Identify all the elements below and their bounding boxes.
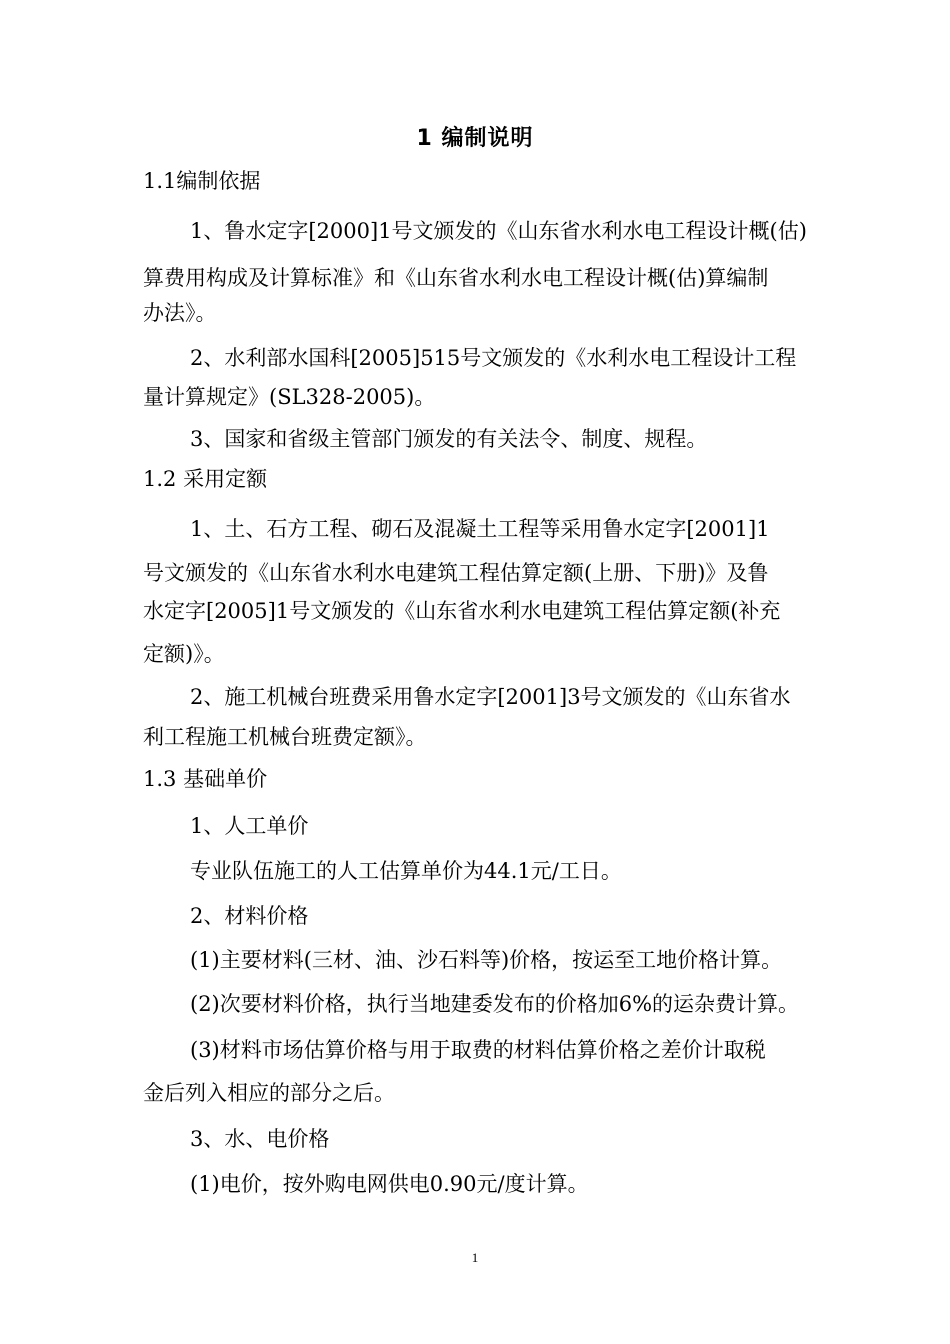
section-heading-1-3: 1.3 基础单价 [143, 767, 268, 791]
section-heading-1-1: 1.1编制依据 [143, 169, 261, 193]
subheading: 3、水、电价格 [190, 1127, 330, 1151]
paragraph-line: 3、国家和省级主管部门颁发的有关法令、制度、规程。 [190, 427, 708, 451]
paragraph-line: 号文颁发的《山东省水利水电建筑工程估算定额(上册、下册)》及鲁 [143, 561, 769, 585]
paragraph-line: 金后列入相应的部分之后。 [143, 1081, 395, 1105]
paragraph-line: 1、土、石方工程、砌石及混凝土工程等采用鲁水定字[2001]1 [190, 517, 770, 541]
paragraph-line: 1、鲁水定字[2000]1号文颁发的《山东省水利水电工程设计概(估) [190, 219, 807, 243]
paragraph-line: 量计算规定》(SL328-2005)。 [143, 385, 436, 409]
paragraph-line: 2、水利部水国科[2005]515号文颁发的《水利水电工程设计工程 [190, 346, 797, 370]
paragraph-line: 定额)》。 [143, 642, 225, 666]
paragraph-line: 水定字[2005]1号文颁发的《山东省水利水电建筑工程估算定额(补充 [143, 599, 781, 623]
section-heading-1-2: 1.2 采用定额 [143, 467, 268, 491]
paragraph-line: 算费用构成及计算标准》和《山东省水利水电工程设计概(估)算编制 [143, 266, 769, 290]
paragraph-line: 利工程施工机械台班费定额》。 [143, 725, 427, 749]
subheading: 2、材料价格 [190, 904, 309, 928]
paragraph-line: (1)电价，按外购电网供电0.90元/度计算。 [190, 1172, 589, 1196]
paragraph-line: (1)主要材料(三材、油、沙石料等)价格，按运至工地价格计算。 [190, 948, 783, 972]
page-number: 1 [471, 1250, 479, 1265]
paragraph-line: 2、施工机械台班费采用鲁水定字[2001]3号文颁发的《山东省水 [190, 685, 791, 709]
paragraph-line: (2)次要材料价格，执行当地建委发布的价格加6%的运杂费计算。 [190, 992, 800, 1016]
paragraph-line: 办法》。 [143, 301, 217, 325]
paragraph-line: (3)材料市场估算价格与用于取费的材料估算价格之差价计取税 [190, 1038, 766, 1062]
subheading: 1、人工单价 [190, 814, 309, 838]
paragraph-line: 专业队伍施工的人工估算单价为44.1元/工日。 [190, 859, 622, 883]
page-title: 1 编制说明 [416, 126, 534, 151]
